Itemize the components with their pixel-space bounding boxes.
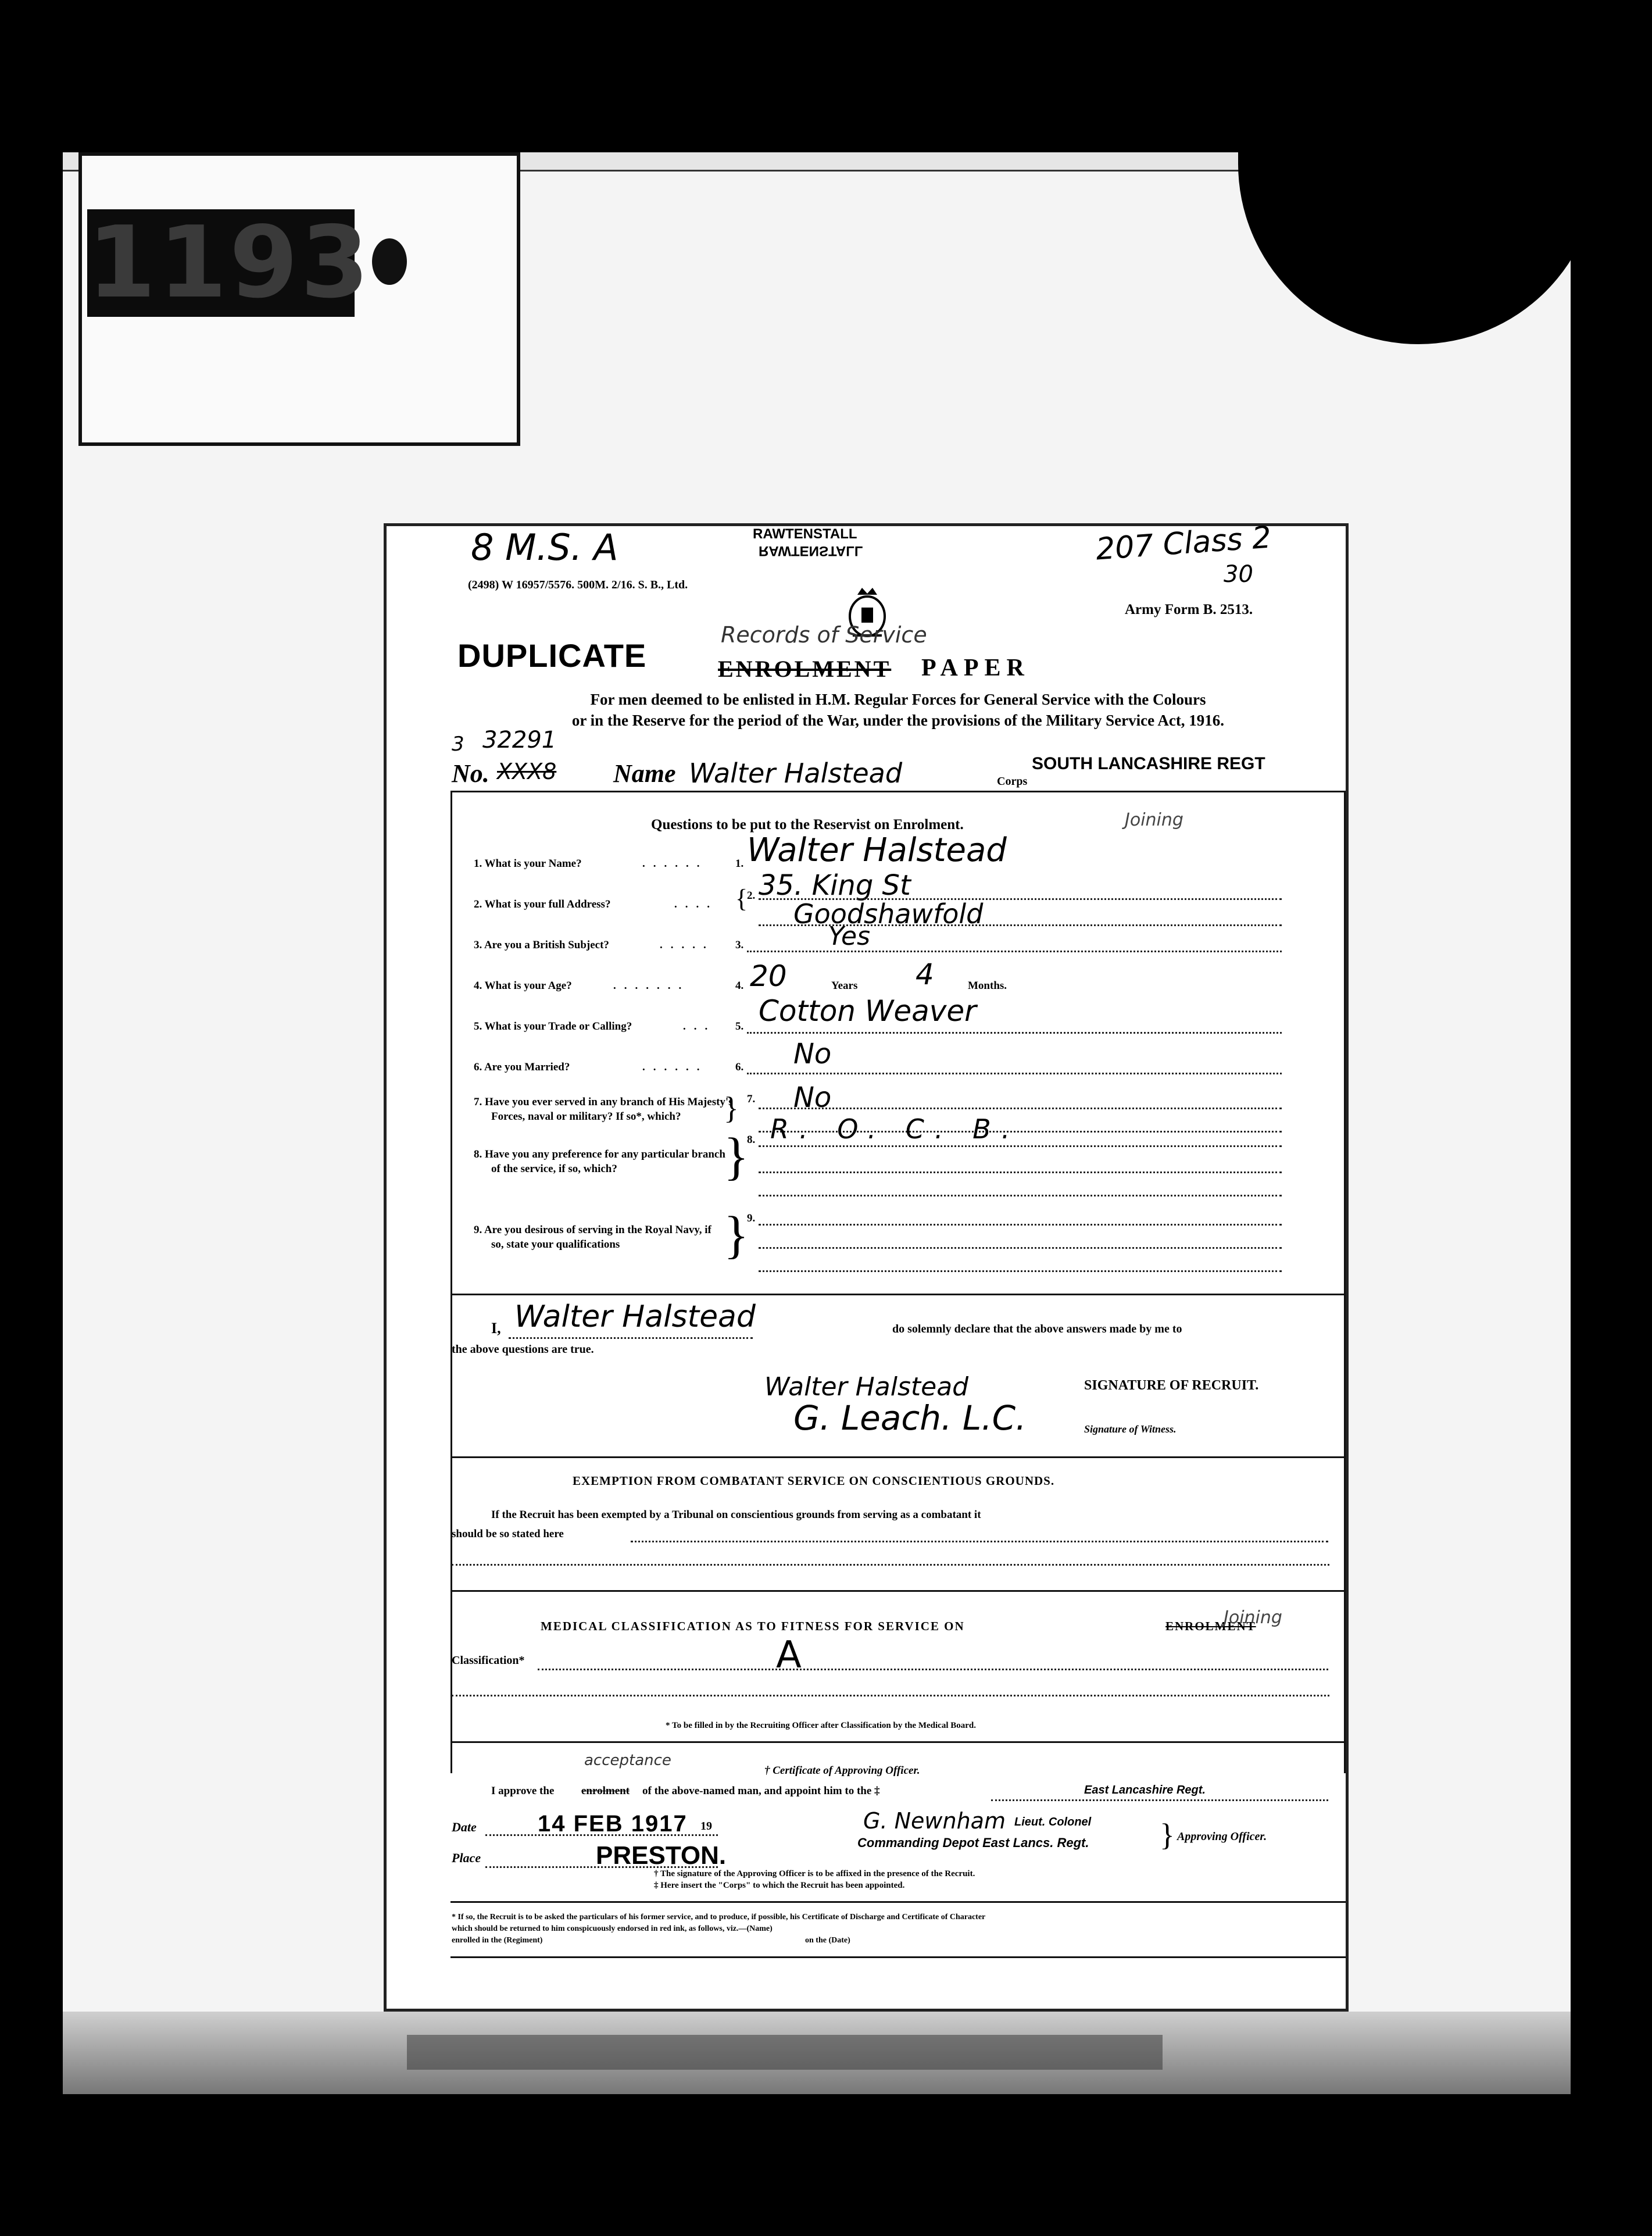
approval-note-1: † The signature of the Approving Officer is to be affixed in the presence of the Recruit. — [654, 1869, 975, 1878]
question-6-label: 6. Are you Married? — [474, 1061, 570, 1073]
name-label: Name — [613, 759, 676, 788]
answer-9-line-b — [759, 1247, 1282, 1249]
answer-5: Cotton Weaver — [759, 994, 977, 1028]
question-8-brace: } — [724, 1128, 749, 1185]
rule-exemption-end — [450, 1590, 1346, 1592]
stamp-rawtenstall: RAWTENSTALL — [753, 526, 857, 542]
rule-declaration-end — [450, 1456, 1346, 1458]
annotation-right: 207 Class 2 — [1095, 520, 1272, 567]
question-4-num: 4. — [735, 980, 744, 992]
question-3-leader: ..... — [660, 939, 714, 951]
place-line — [485, 1866, 718, 1868]
rule-medical-end — [450, 1741, 1346, 1743]
officer-brace: } — [1160, 1817, 1175, 1852]
answer-8-line-b — [759, 1171, 1282, 1173]
classification-value: A — [776, 1634, 802, 1677]
rule-approval-end — [450, 1901, 1346, 1903]
duplicate-stamp: DUPLICATE — [457, 637, 647, 674]
answer-6-line — [747, 1073, 1282, 1074]
date-line — [485, 1834, 718, 1836]
corps-value: SOUTH LANCASHIRE REGT — [1032, 754, 1265, 773]
question-7-label: 7. Have you ever served in any branch of His Majesty's — [474, 1096, 733, 1108]
box-left-edge — [450, 791, 452, 1773]
question-1-num: 1. — [735, 858, 744, 870]
question-4-label: 4. What is your Age? — [474, 980, 572, 992]
answer-8-line-a — [759, 1145, 1282, 1147]
question-7-label-2: Forces, naval or military? If so*, which? — [491, 1110, 681, 1123]
approving-officer-label: Approving Officer. — [1177, 1830, 1267, 1843]
rule-questions-end — [450, 1294, 1346, 1295]
declaration-text-1: do solemnly declare that the above answers made by me to — [892, 1323, 1182, 1335]
form-number: Army Form B. 2513. — [1125, 602, 1253, 617]
number-value-struck: XXX8 — [497, 759, 557, 784]
name-value: Walter Halstead — [689, 758, 903, 789]
question-2-num: 2. — [747, 890, 756, 902]
approval-line-a: I approve the — [491, 1785, 555, 1797]
answer-8-line-c — [759, 1195, 1282, 1196]
declaration-name-line — [509, 1337, 753, 1339]
intro-text — [450, 689, 1346, 731]
corps-label: Corps — [997, 775, 1028, 788]
answer-5-line — [747, 1032, 1282, 1034]
exemption-heading: EXEMPTION FROM COMBATANT SERVICE ON CONSCIENTIOUS GROUNDS. — [573, 1474, 1055, 1488]
tag-hole — [372, 238, 407, 285]
exemption-line-b — [452, 1564, 1329, 1566]
medical-heading-struck: ENROLMENT — [1165, 1619, 1256, 1633]
questions-heading-note: Joining — [1125, 810, 1183, 830]
officer-role: Commanding Depot East Lancs. Regt. — [857, 1835, 1089, 1850]
question-4-leader: ....... — [613, 980, 690, 992]
question-8-num: 8. — [747, 1134, 756, 1146]
answer-7: No — [793, 1081, 832, 1114]
answer-4-years: 20 — [750, 959, 787, 993]
age-months-label: Months. — [968, 980, 1007, 992]
box-right-edge — [1344, 791, 1346, 1773]
answer-6: No — [793, 1038, 832, 1070]
question-9-label: 9. Are you desirous of serving in the Royal Navy, if — [474, 1224, 711, 1236]
approval-note-2: ‡ Here insert the "Corps" to which the Recruit has been appointed. — [654, 1881, 905, 1890]
footer-line-1: * If so, the Recruit is to be asked the particulars of his former service, and to produce, if possible, his Certificate of Discharge and Certificate of Character — [452, 1913, 986, 1921]
footer-line-2: which should be returned to him conspicuously endorsed in red ink, as follows, viz.—(Name) — [452, 1924, 773, 1933]
recruit-signature-label: SIGNATURE OF RECRUIT. — [1084, 1378, 1259, 1393]
question-1-label: 1. What is your Name? — [474, 858, 582, 870]
place-label: Place — [452, 1851, 481, 1865]
number-label: No. — [452, 759, 489, 788]
print-code: (2498) W 16957/5576. 500M. 2/16. S. B., Ltd. — [468, 578, 688, 591]
date-stamp: 14 FEB 1917 — [538, 1811, 688, 1837]
question-5-label: 5. What is your Trade or Calling? — [474, 1020, 632, 1033]
classification-label: Classification* — [452, 1654, 525, 1667]
question-9-num: 9. — [747, 1212, 756, 1224]
recruit-signature: Walter Halstead — [764, 1372, 969, 1402]
questions-heading: Questions to be put to the Reservist on Enrolment. — [651, 817, 964, 833]
officer-signature: G. Newnham — [863, 1808, 1006, 1834]
approval-line-b: of the above-named man, and appoint him to the ‡ — [642, 1785, 880, 1797]
annotation-left: 8 M.S. A — [471, 526, 618, 569]
stamp-rawtenstall-mirror: RAWTENSTALL — [759, 543, 863, 559]
board-bottom-smudge — [407, 2035, 1163, 2070]
question-9-label-2: so, state your qualifications — [491, 1238, 620, 1251]
question-1-leader: ...... — [642, 858, 708, 870]
answer-9-line-c — [759, 1270, 1282, 1272]
rule-name — [450, 791, 1346, 792]
approval-unit: East Lancashire Regt. — [1084, 1784, 1206, 1796]
place-stamp: PRESTON. — [596, 1841, 727, 1870]
approval-heading: † Certificate of Approving Officer. — [764, 1764, 920, 1777]
date-label: Date — [452, 1820, 477, 1834]
question-2-label: 2. What is your full Address? — [474, 898, 611, 910]
record-number-prefix: 3 — [452, 733, 464, 756]
witness-signature: G. Leach. L.C. — [793, 1398, 1027, 1438]
classification-line-a — [538, 1669, 1328, 1670]
date-suffix: 19 — [700, 1820, 712, 1833]
question-5-num: 5. — [735, 1020, 744, 1033]
question-7-num: 7. — [747, 1093, 756, 1105]
question-3-label: 3. Are you a British Subject? — [474, 939, 609, 951]
approval-unit-line — [991, 1799, 1328, 1801]
acceptance-note: acceptance — [584, 1752, 671, 1769]
approval-line-struck: enrolment — [581, 1785, 630, 1797]
answer-2-line-2: Goodshawfold — [793, 898, 984, 930]
exemption-text-2: should be so stated here — [452, 1528, 564, 1540]
declaration-name: Walter Halstead — [514, 1299, 756, 1334]
question-6-num: 6. — [735, 1061, 744, 1073]
declaration-prefix: I, — [491, 1320, 501, 1337]
answer-1: Walter Halstead — [747, 831, 1007, 869]
intro-line-1: For men deemed to be enlisted in H.M. Regular Forces for General Service with the Colours — [590, 691, 1206, 708]
question-2-leader: .... — [674, 898, 718, 910]
answer-8: R. O. C. B. — [770, 1113, 1021, 1145]
declaration-text-2: the above questions are true. — [452, 1343, 594, 1356]
age-years-label: Years — [831, 980, 858, 992]
medical-heading: MEDICAL CLASSIFICATION AS TO FITNESS FOR SERVICE ON — [541, 1619, 965, 1633]
answer-3-line — [747, 951, 1282, 952]
witness-signature-label: Signature of Witness. — [1084, 1423, 1177, 1435]
footer-line-3a: enrolled in the (Regiment) — [452, 1936, 543, 1945]
answer-2-line-a — [759, 898, 1282, 900]
answer-9-line-a — [759, 1224, 1282, 1226]
classification-line-b — [452, 1695, 1329, 1696]
answer-7-line-a — [759, 1108, 1282, 1109]
answer-2-line-1: 35. King St — [759, 869, 911, 902]
question-8-label: 8. Have you any preference for any particular branch — [474, 1148, 725, 1160]
question-9-brace: } — [724, 1206, 749, 1264]
answer-4-months: 4 — [916, 958, 934, 991]
exemption-text-1: If the Recruit has been exempted by a Tribunal on conscientious grounds from serving as a combatant it — [491, 1509, 981, 1521]
question-7-brace: } — [724, 1091, 739, 1126]
medical-footnote: * To be filled in by the Recruiting Officer after Classification by the Medical Board. — [666, 1721, 976, 1730]
title-paper: PAPER — [921, 655, 1030, 681]
intro-line-2: or in the Reserve for the period of the War, under the provisions of the Military Service Act, 1916. — [571, 712, 1225, 729]
enrolment-paper — [384, 520, 1349, 2012]
medical-heading-note: Joining — [1224, 1608, 1282, 1628]
title-enrolment: ENROLMENT — [718, 656, 892, 682]
question-8-label-2: of the service, if so, which? — [491, 1163, 617, 1175]
question-3-num: 3. — [735, 939, 744, 951]
rule-footer-end — [450, 1956, 1346, 1958]
officer-rank: Lieut. Colonel — [1014, 1816, 1092, 1828]
question-5-leader: ... — [683, 1020, 716, 1033]
exemption-line-a — [631, 1541, 1328, 1542]
archive-tag-number: 1193 — [87, 205, 372, 320]
footer-line-3b: on the (Date) — [805, 1936, 850, 1945]
answer-3: Yes — [828, 921, 871, 951]
question-6-leader: ...... — [642, 1061, 708, 1073]
records-note: Records of Service — [721, 622, 927, 648]
record-number: 32291 — [482, 727, 557, 753]
annotation-right-number: 30 — [1224, 561, 1253, 588]
question-2-brace: { — [735, 884, 748, 913]
